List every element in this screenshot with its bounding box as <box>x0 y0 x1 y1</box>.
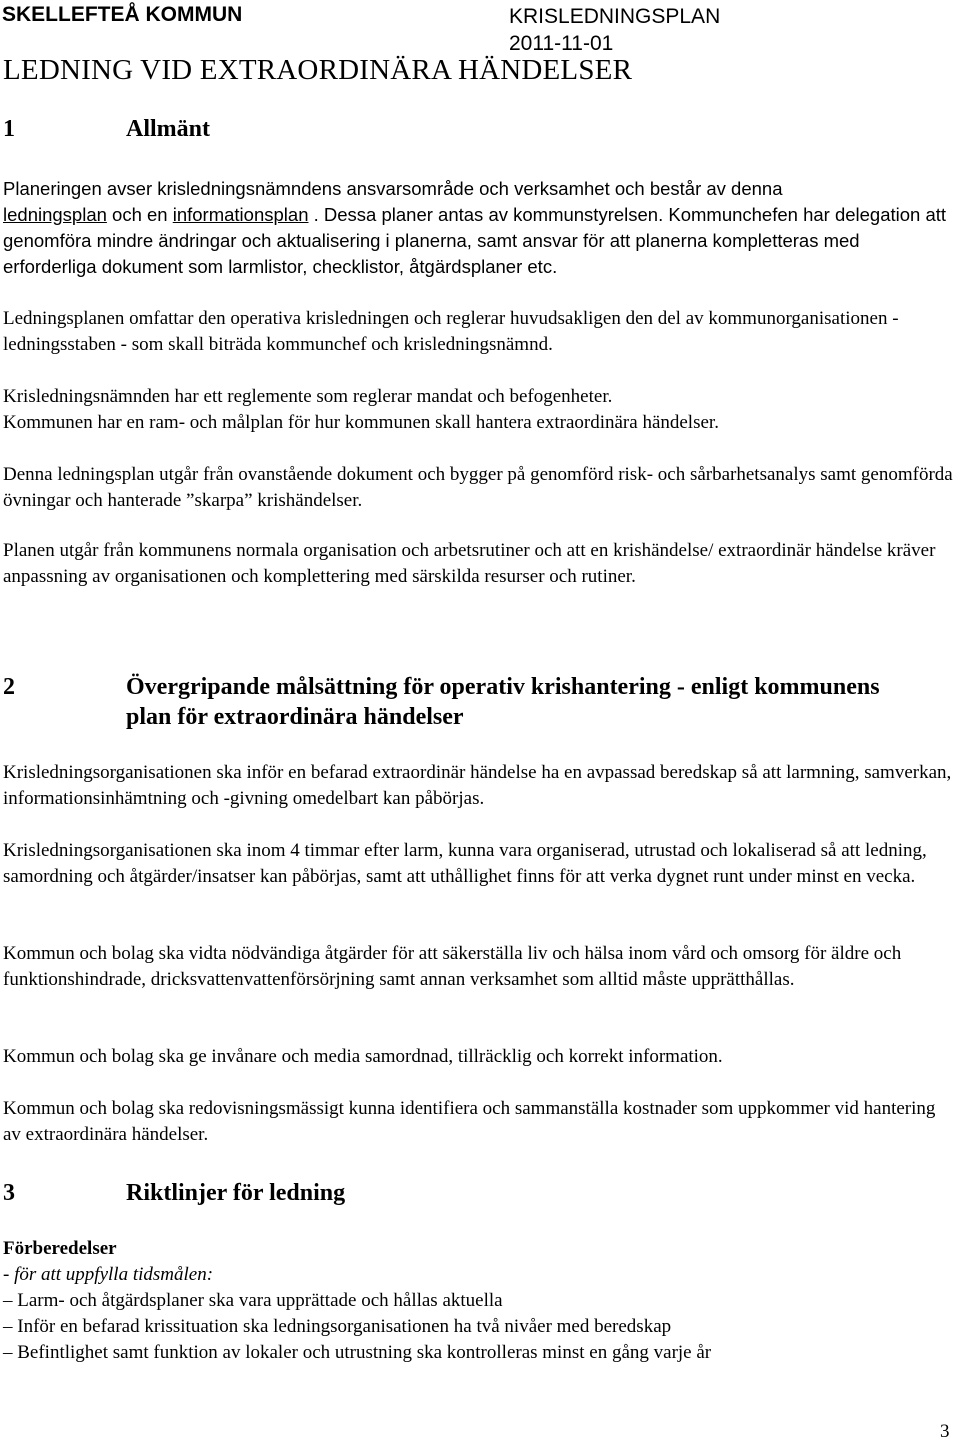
paragraph <box>3 384 953 436</box>
paragraph: Kommun och bolag ska redovisningsmässigt kunna identifiera och sammanställa kostnader som uppkommer vid hantering av extraordinära händelser. <box>3 1098 936 1145</box>
paragraph: Kommun och bolag ska vidta nödvändiga åtgärder för att säkerställa liv och hälsa inom vård och omsorg för äldre och funktionshindrade, dricksvattenvattenförsörjning samt annan verksamhet som alltid måste upprätthållas. <box>3 943 902 990</box>
section-number: 3 <box>3 1180 15 1206</box>
preparations-block <box>3 1236 953 1366</box>
ledningsplan-link[interactable]: ledningsplan <box>3 204 107 225</box>
subheading-intro: - för att uppfylla tidsmålen: <box>3 1264 214 1285</box>
list-item: – Befintlighet samt funktion av lokaler och utrustning ska kontrolleras minst en gång varje år <box>3 1342 712 1363</box>
list-item: – Inför en befarad krissituation ska ledningsorganisationen ha två nivåer med beredskap <box>3 1316 672 1337</box>
section-title: Riktlinjer för ledning <box>126 1180 346 1206</box>
paragraph <box>3 176 953 280</box>
header-date: 2011-11-01 <box>509 32 614 55</box>
paragraph-text: . Dessa planer antas av kommunstyrelsen. Kommunchefen har delegation att genomföra mindre ändringar och aktualisering i planerna, samt ansvar för att planerna kompletteras med erforderliga dokument som larmlistor, checklistor, åtgärdsplaner etc. <box>3 204 947 277</box>
paragraph-line: Kommunen har en ram- och målplan för hur kommunen skall hantera extraordinära händelser. <box>3 412 719 433</box>
paragraph: Kommun och bolag ska ge invånare och media samordnad, tillräcklig och korrekt information. <box>3 1046 723 1067</box>
section-title-line-1: Övergripande målsättning för operativ krishantering - enligt kommunens <box>126 674 880 700</box>
paragraph-text: Planeringen avser krisledningsnämndens ansvarsområde och verksamhet och består av denna <box>3 178 783 199</box>
list-item: – Larm- och åtgärdsplaner ska vara upprättade och hållas aktuella <box>3 1290 503 1311</box>
header-doc-type: KRISLEDNINGSPLAN <box>509 5 721 28</box>
paragraph: Denna ledningsplan utgår från ovanstående dokument och bygger på genomförd risk- och sårbarhetsanalys samt genomförda övningar och hanterade ”skarpa” krishändelser. <box>3 464 953 511</box>
paragraph-text: och en <box>106 204 173 225</box>
section-title: Allmänt <box>126 116 210 142</box>
header-organization: SKELLEFTEÅ KOMMUN <box>2 3 243 26</box>
subheading: Förberedelser <box>3 1238 117 1259</box>
section-number: 1 <box>3 116 15 142</box>
header-right <box>509 3 720 57</box>
section-title-line-2: plan för extraordinära händelser <box>126 704 464 730</box>
paragraph: Ledningsplanen omfattar den operativa krisledningen och reglerar huvudsakligen den del av kommunorganisationen - ledningsstaben - som skall biträda kommunchef och krisledningsnämnd. <box>3 308 899 355</box>
document-title: LEDNING VID EXTRAORDINÄRA HÄNDELSER <box>3 54 633 86</box>
paragraph: Planen utgår från kommunens normala organisation och arbetsrutiner och att en krishändelse/ extraordinär händelse kräver anpassning av organisationen och komplettering med särskilda resurser och rutiner. <box>3 540 936 587</box>
paragraph: Krisledningsorganisationen ska inom 4 timmar efter larm, kunna vara organiserad, utrustad och lokaliserad så att ledning, samordning och åtgärder/insatser kan påbörjas, samt att uthållighet finns för att verka dygnet runt under minst en vecka. <box>3 840 927 887</box>
section-number: 2 <box>3 674 15 700</box>
page-number: 3 <box>940 1421 950 1442</box>
paragraph-line: Krisledningsnämnden har ett reglemente som reglerar mandat och befogenheter. <box>3 386 613 407</box>
paragraph: Krisledningsorganisationen ska inför en befarad extraordinär händelse ha en avpassad beredskap så att larmning, samverkan, informationsinhämtning och -givning omedelbart kan påbörjas. <box>3 762 952 809</box>
informationsplan-link[interactable]: informationsplan <box>172 204 309 225</box>
